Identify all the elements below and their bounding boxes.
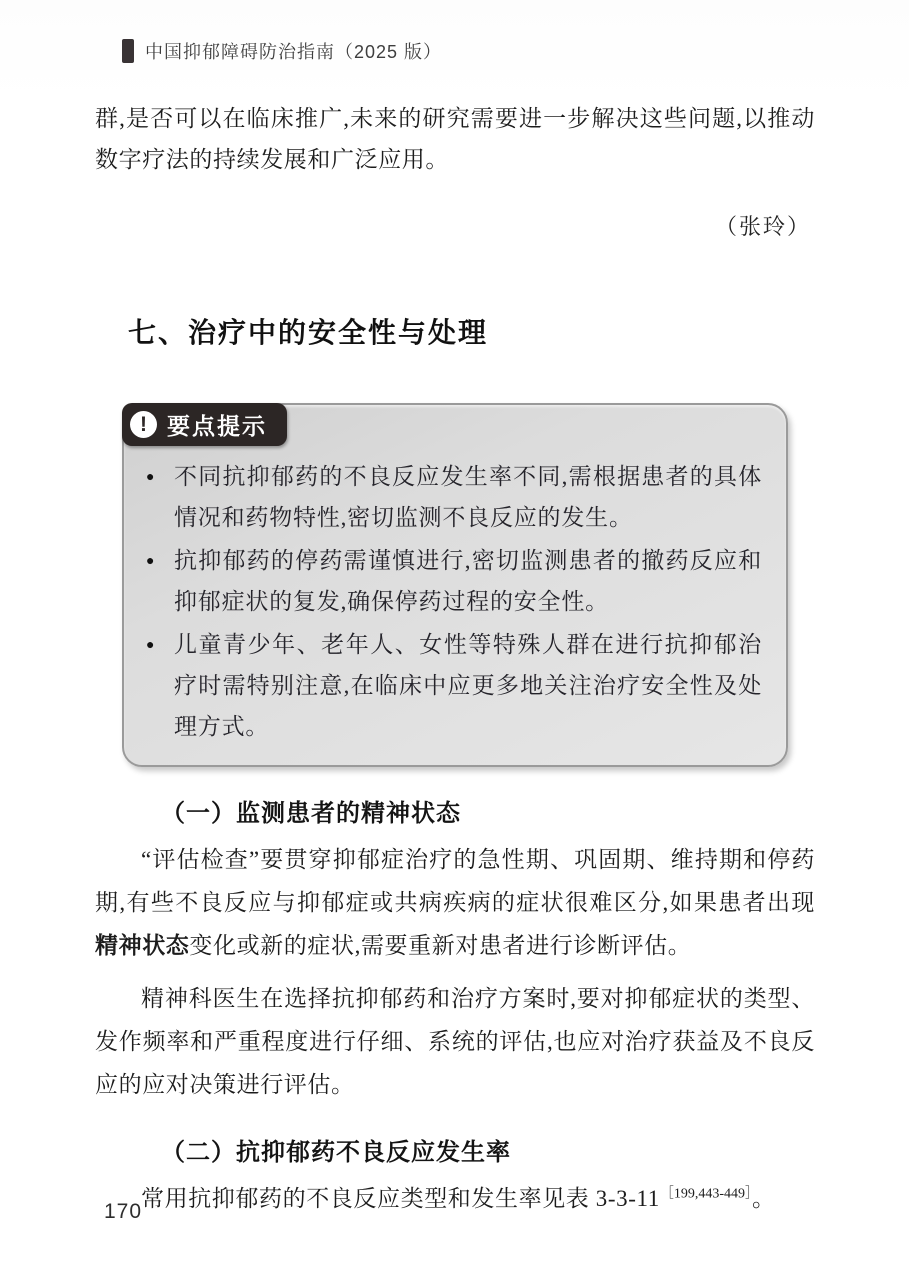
chapter-marker-icon <box>122 39 134 63</box>
key-points-box <box>122 403 788 767</box>
key-points-badge <box>122 403 287 446</box>
subsections-container <box>95 793 815 1220</box>
paragraph <box>95 977 815 1106</box>
text-segment: 。 <box>752 1186 776 1211</box>
book-title: 中国抑郁障碍防治指南（2025 版） <box>145 42 443 62</box>
section-heading: 七、治疗中的安全性与处理 <box>128 318 489 349</box>
emphasized-term: 精神状态 <box>95 932 190 958</box>
text-segment: 变化或新的症状,需要重新对患者进行诊断评估。 <box>189 933 692 958</box>
key-point-item: ● 不同抗抑郁药的不良反应发生率不同,需根据患者的具体情况和药物特性,密切监测不良反应的发生。 <box>144 456 762 538</box>
exclamation-circle-icon: ! <box>130 411 157 438</box>
paragraph <box>95 838 815 967</box>
subsection-heading-1: （一）监测患者的精神状态 <box>161 800 461 827</box>
author-attribution: （张玲） <box>714 214 811 239</box>
running-header <box>122 38 815 64</box>
text-segment: “评估检查”要贯穿抑郁症治疗的急性期、巩固期、维持期和停药期,有些不良反应与抑郁症或共病疾病的症状很难区分,如果患者出现 <box>95 847 815 915</box>
citation-superscript: ［199,443-449］ <box>659 1186 752 1202</box>
key-points-list <box>144 456 762 747</box>
text-segment: 精神科医生在选择抗抑郁药和治疗方案时,要对抑郁症状的类型、发作频率和严重程度进行仔细、系统的评估,也应对治疗获益及不良反应的应对决策进行评估。 <box>95 986 815 1097</box>
subsection-heading-2: （二）抗抑郁药不良反应发生率 <box>161 1139 511 1166</box>
intro-paragraph: 群,是否可以在临床推广,未来的研究需要进一步解决这些问题,以推动数字疗法的持续发展和广泛应用。 <box>95 106 815 172</box>
key-point-item: ● 儿童青少年、老年人、女性等特殊人群在进行抗抑郁治疗时需特别注意,在临床中应更多地关注治疗安全性及处理方式。 <box>144 624 762 747</box>
key-points-label: 要点提示 <box>167 413 267 439</box>
text-segment: 常用抗抑郁药的不良反应类型和发生率见表 3-3-11 <box>141 1186 660 1211</box>
paragraph <box>95 1177 815 1220</box>
key-point-item: ● 抗抑郁药的停药需谨慎进行,密切监测患者的撤药反应和抑郁症状的复发,确保停药过程的安全性。 <box>144 540 762 622</box>
page-number: 170 <box>104 1200 143 1223</box>
